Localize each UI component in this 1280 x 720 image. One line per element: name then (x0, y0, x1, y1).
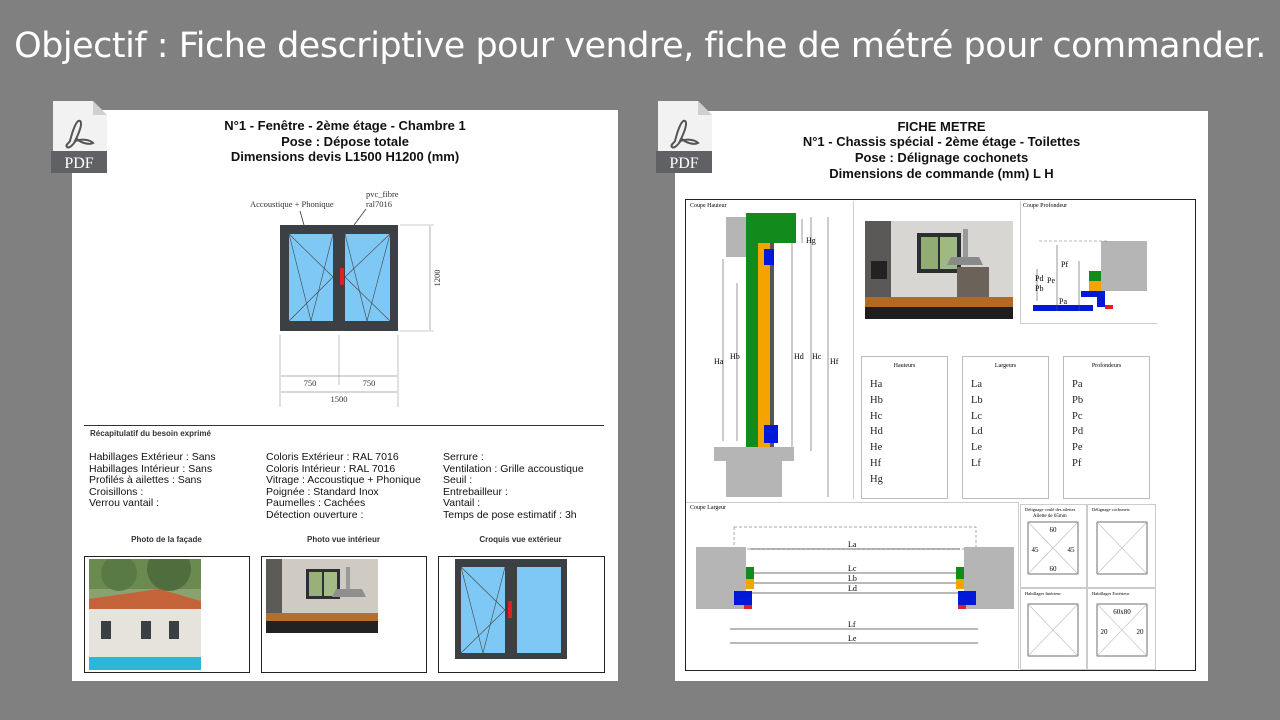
sketch-exterior-label: Croquis vue extérieur (479, 535, 562, 544)
profondeurs-title: Profondeurs (1091, 363, 1122, 369)
svg-text:45: 45 (1031, 546, 1039, 554)
mark-pb: Pb (1035, 284, 1044, 293)
pdf-file-icon (656, 101, 712, 173)
largeurs-title: Largeurs (994, 363, 1017, 369)
title-emphasis-vendre: vendre (564, 26, 684, 66)
svg-text:PDF: PDF (64, 155, 94, 172)
profondeurs-list-box (1063, 356, 1150, 499)
ailette-subtitle: Ailette de 65mm (1033, 514, 1067, 519)
descriptive-sheet (72, 110, 618, 681)
svg-text:20: 20 (1136, 628, 1144, 636)
habillages-interieur-diagram (1027, 603, 1079, 657)
total-width-dimension: 1500 (330, 394, 348, 404)
ailette-title: Délignage coulé des ailettes (1025, 507, 1076, 512)
hauteurs-list: Ha Hb Hc Hd He Hf Hg (870, 379, 883, 485)
profondeurs-list: Pa Pb Pc Pd Pe Pf (1072, 379, 1084, 469)
photo-facade-box (84, 556, 250, 673)
sketch-exterior-box (438, 556, 605, 673)
recap-column-1: Habillages Extérieur : Sans Habillages Intérieur : Sans Profilés à ailettes : Sans Croisillons : Verrou vantail : (89, 451, 216, 510)
coupe-largeur-label: Coupe Largeur (690, 505, 727, 511)
interior-photo (266, 559, 378, 633)
mark-lc: Lc (848, 564, 857, 573)
sheet-dimensions: Dimensions devis L1500 H1200 (mm) (230, 149, 460, 164)
mark-ld: Ld (848, 584, 857, 593)
mark-pa: Pa (1059, 297, 1067, 306)
habillages-exterieur-label: Habillages Extérieur (1092, 591, 1130, 596)
recap-column-3: Serrure : Ventilation : Grille accoustique Seuil : Entrebailleur : Vantail : Temps de pose estimatif : 3h (443, 451, 584, 521)
hauteurs-title: Hauteurs (893, 363, 916, 369)
width-left-dimension: 750 (303, 378, 317, 388)
width-section-drawing (686, 503, 1018, 667)
mark-pd: Pd (1035, 274, 1044, 283)
exterior-sketch (455, 559, 567, 659)
photo-interior-label: Photo vue intérieur (307, 535, 380, 544)
coupe-hauteur-label: Coupe Hauteur (690, 203, 727, 209)
recap-title: Récapitulatif du besoin exprimé (90, 429, 211, 438)
measurement-sheet (675, 111, 1208, 681)
svg-text:45: 45 (1067, 546, 1075, 554)
habillages-interieur-box (1020, 588, 1087, 670)
mark-hb: Hb (730, 352, 740, 361)
depth-section-drawing (1021, 201, 1157, 323)
recap-divider (84, 425, 604, 426)
habillages-exterieur-box (1087, 588, 1156, 670)
svg-text:60: 60 (1049, 526, 1057, 534)
pdf-file-icon (51, 101, 107, 173)
habillages-exterieur-diagram (1096, 603, 1148, 657)
site-photo (865, 221, 1013, 319)
coupe-profondeur-label: Coupe Profondeur (1023, 203, 1068, 209)
svg-text:60x80: 60x80 (1113, 608, 1131, 616)
delignage-diagram (1096, 521, 1148, 575)
ailette-box (1020, 504, 1087, 588)
mark-le: Le (848, 634, 857, 643)
largeurs-list: La Lb Lc Ld Le Lf (971, 379, 983, 469)
glazing-label: Accoustique + Phonique (250, 199, 334, 209)
frame-label-color: ral7016 (366, 199, 392, 209)
hauteurs-list-box (861, 356, 948, 499)
ailette-diagram (1027, 521, 1079, 575)
mark-pf: Pf (1061, 260, 1069, 269)
mark-hc: Hc (812, 352, 822, 361)
coupe-profondeur-panel (1020, 201, 1157, 324)
photo-interior-box (261, 556, 427, 673)
recap-column-2: Coloris Extérieur : RAL 7016 Coloris Intérieur : RAL 7016 Vitrage : Accoustique + Phonique Poignée : Standard Inox Paumelles : Cachées Détection ouverture : (266, 451, 421, 521)
width-right-dimension: 750 (362, 378, 376, 388)
sheet-pose: Pose : Dépose totale (281, 134, 409, 149)
mark-hf: Hf (830, 357, 839, 366)
coupe-largeur-panel (686, 502, 1019, 669)
delignage-cochonets-label: Délignage cochonets (1092, 507, 1130, 512)
height-section-drawing (686, 201, 852, 497)
svg-text:60: 60 (1049, 565, 1057, 573)
slide-title: Objectif : Fiche descriptive pour vendre, fiche de métré pour commander. (14, 26, 1266, 66)
svg-text:20: 20 (1100, 628, 1108, 636)
mark-ha: Ha (714, 357, 724, 366)
facade-photo (89, 559, 201, 670)
photo-facade-label: Photo de la façade (131, 535, 202, 544)
mark-la: La (848, 540, 857, 549)
delignage-cochonets-box (1087, 504, 1156, 588)
sheet-title: N°1 - Fenêtre - 2ème étage - Chambre 1 (224, 118, 466, 133)
metre-sheet-title: FICHE METRE (897, 119, 986, 134)
frame-label-material: pvc_fibre (366, 189, 399, 199)
svg-text:PDF: PDF (669, 155, 699, 172)
title-emphasis-commander: commander (1052, 26, 1256, 66)
height-dimension: 1200 (432, 269, 442, 287)
largeurs-list-box (962, 356, 1049, 499)
coupe-hauteur-panel (686, 201, 854, 499)
window-elevation-drawing (242, 185, 462, 410)
mark-lf: Lf (848, 620, 856, 629)
mark-hg: Hg (806, 236, 816, 245)
metre-sheet-dimensions: Dimensions de commande (mm) L H (829, 166, 1054, 181)
metre-sheet-pose: Pose : Délignage cochonets (854, 150, 1029, 165)
mark-lb: Lb (848, 574, 857, 583)
habillages-interieur-label: Habillages Intérieur (1025, 591, 1061, 596)
metre-sheet-subtitle: N°1 - Chassis spécial - 2ème étage - Toilettes (802, 134, 1081, 149)
mark-pe: Pe (1047, 276, 1055, 285)
mark-hd: Hd (794, 352, 804, 361)
